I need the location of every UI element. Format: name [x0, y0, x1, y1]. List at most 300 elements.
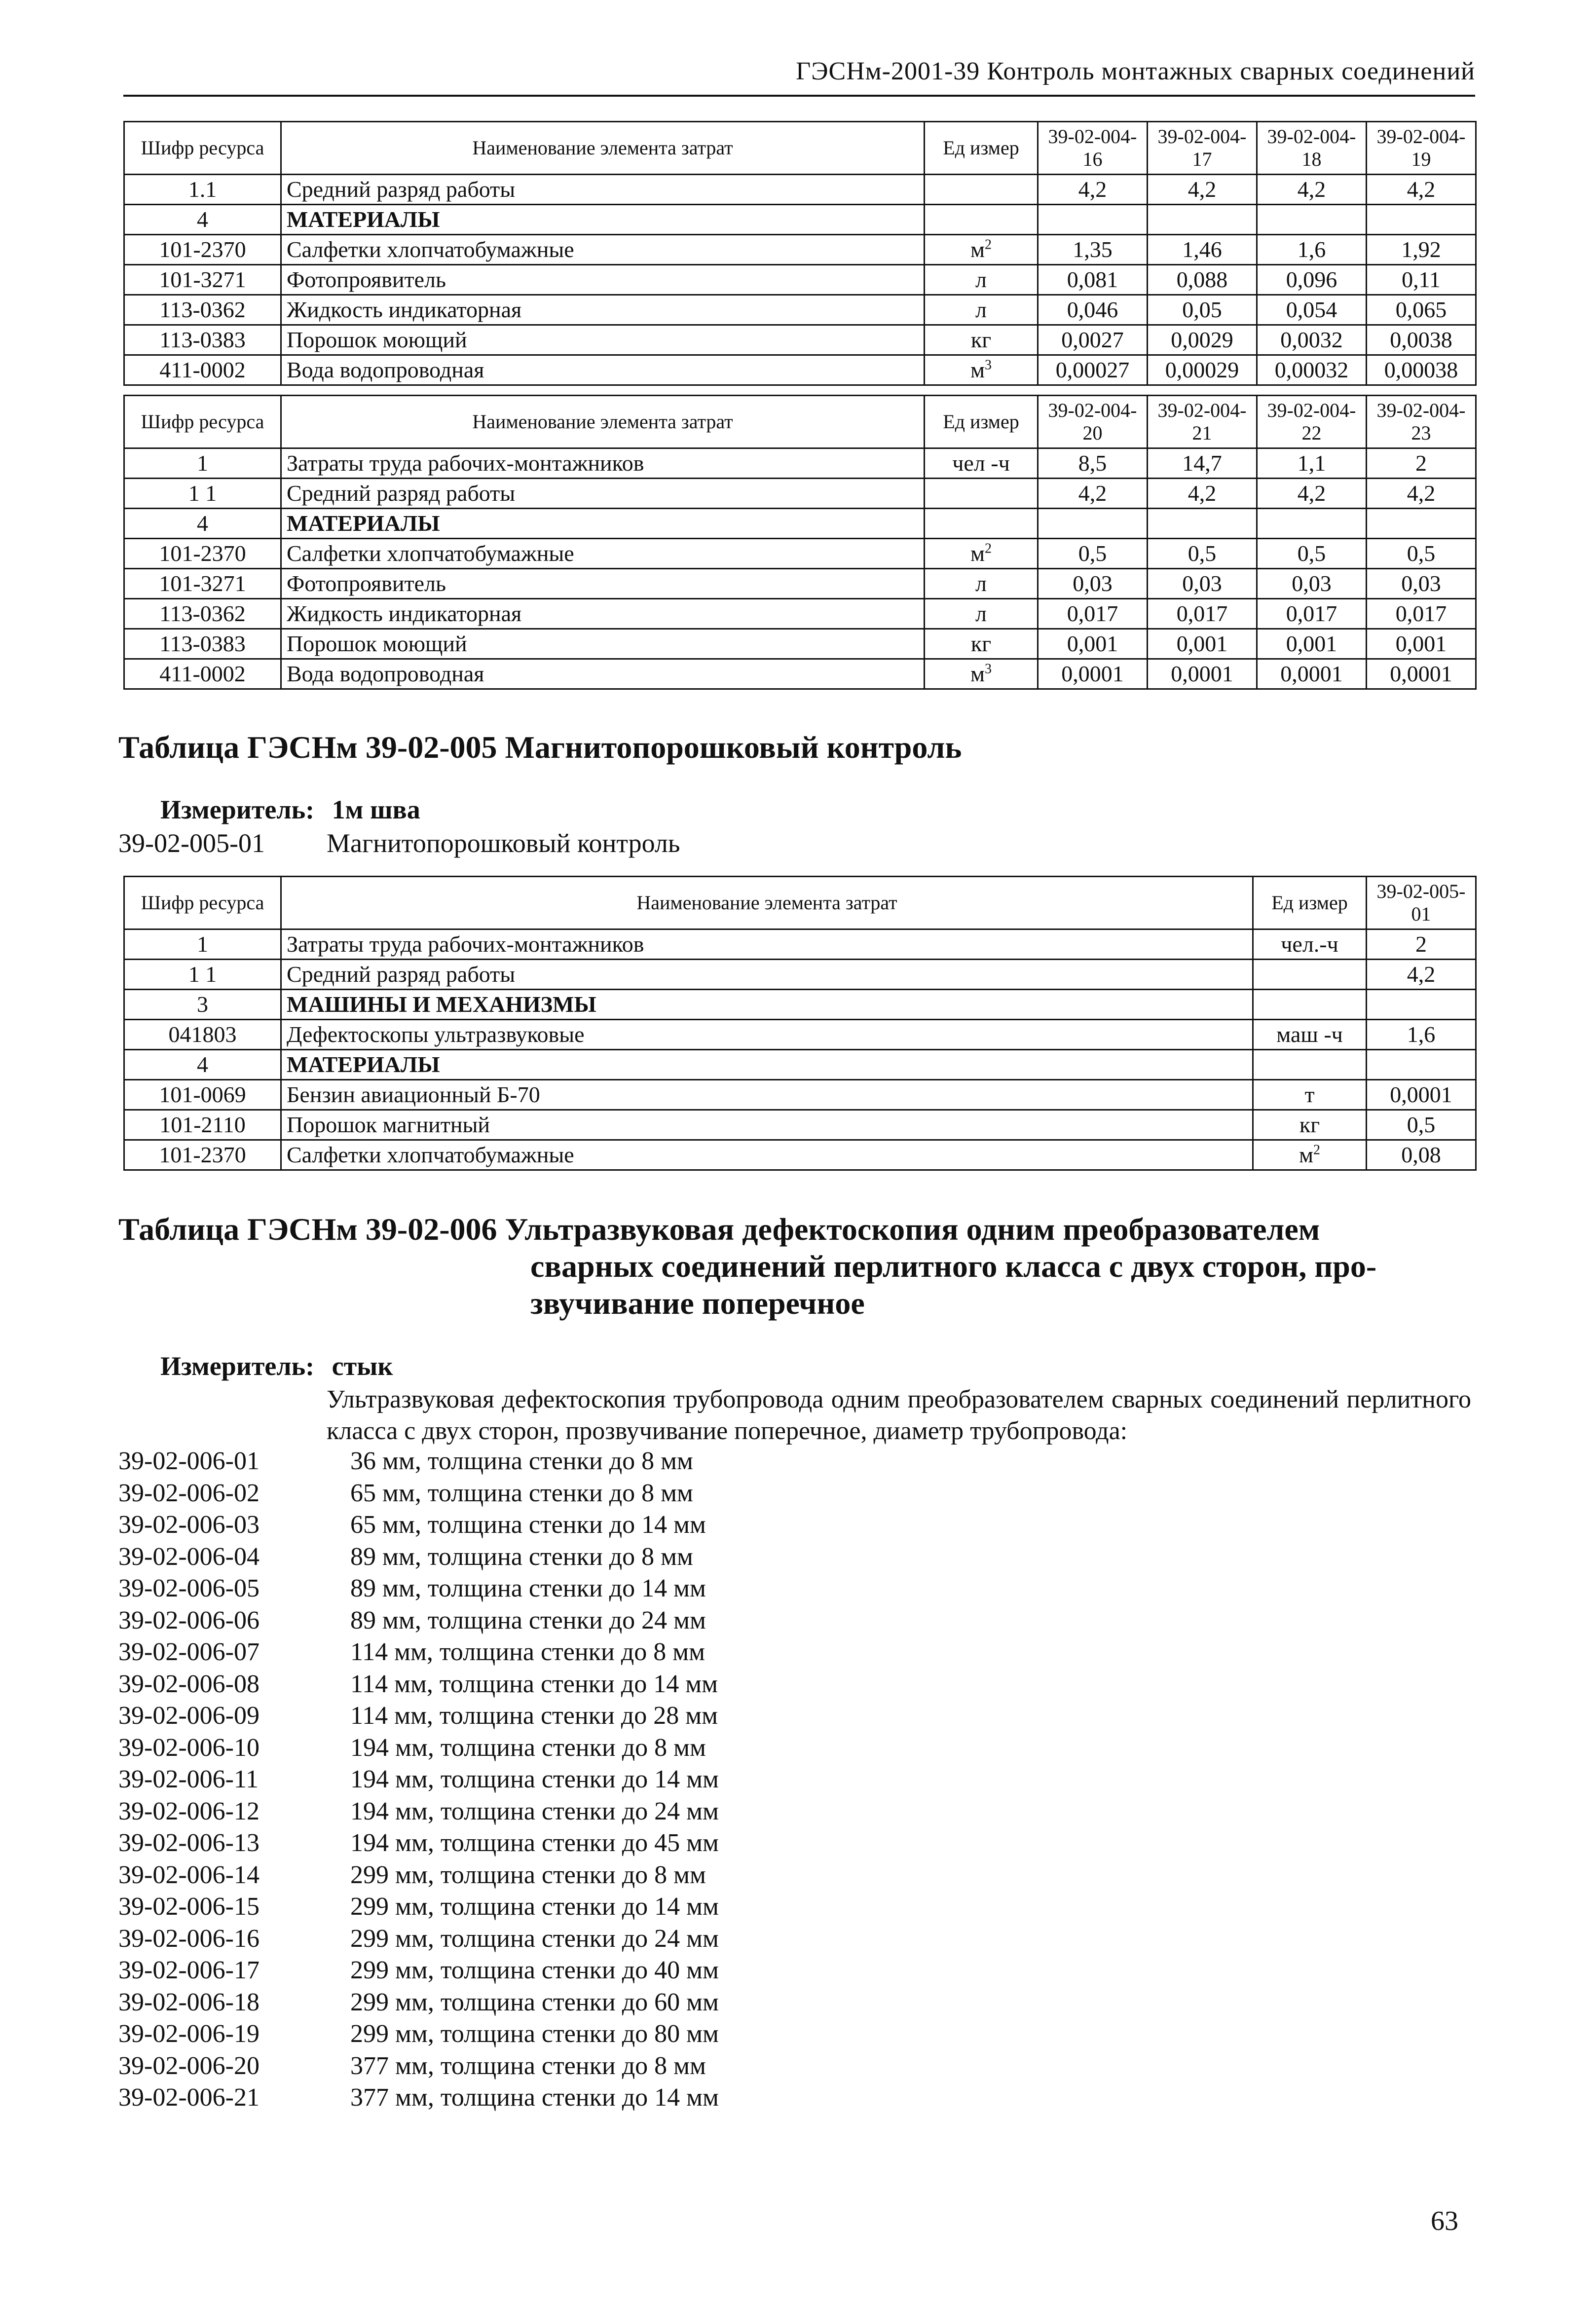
cell-name	[281, 1020, 1253, 1050]
cell-value-text: 4,2	[1407, 177, 1436, 202]
cell-unit-text: л	[975, 297, 987, 322]
cell-value	[1367, 569, 1476, 599]
cell-unit-text: л	[975, 601, 987, 626]
header-rule	[123, 95, 1475, 97]
cell-value-text: 4,2	[1407, 481, 1436, 506]
section-row	[124, 205, 1476, 235]
col-header-norm: 39-02-004-18	[1257, 122, 1367, 175]
cell-value	[1257, 205, 1367, 235]
list-item	[118, 1573, 719, 1605]
cell-value-text: 0,0038	[1390, 327, 1452, 352]
cell-value	[1257, 599, 1367, 629]
cell-name-text: Вода водопроводная	[287, 661, 484, 686]
cell-code-text: 101-3271	[159, 571, 246, 596]
item-text: 89 мм, толщина стенки до 8 мм	[350, 1542, 693, 1571]
cell-value	[1038, 325, 1148, 355]
cell-value	[1148, 295, 1257, 325]
col-header-unit: Ед измер	[925, 122, 1038, 175]
cell-value	[1367, 265, 1476, 295]
table-row	[124, 629, 1476, 659]
table-row	[124, 355, 1476, 385]
item-text: 114 мм, толщина стенки до 8 мм	[350, 1638, 705, 1666]
cell-unit-text: м	[1299, 1142, 1314, 1167]
list-item	[118, 2018, 719, 2050]
item-text: 36 мм, толщина стенки до 8 мм	[350, 1447, 693, 1475]
table-title-006-line1: Таблица ГЭСНм 39-02-006 Ультразвуковая дефектоскопия одним преобразователем	[118, 1212, 1320, 1247]
cell-name-text: МАШИНЫ И МЕХАНИЗМЫ	[287, 992, 596, 1017]
item-description-006: Ультразвуковая дефектоскопия трубопровода одним преобразователем сварных соединений перлитного класса с двух сторон, прозвучивание поперечное, диаметр трубопровода:	[327, 1385, 1471, 1445]
item-code: 39-02-006-04	[118, 1542, 260, 1571]
cell-unit-text: кг	[970, 631, 992, 656]
cell-value	[1257, 175, 1367, 205]
cell-value-text: 0,5	[1297, 541, 1326, 566]
cell-value	[1038, 448, 1148, 479]
cell-name-text: МАТЕРИАЛЫ	[287, 207, 440, 232]
cell-value	[1367, 659, 1476, 689]
cell-code	[124, 1020, 281, 1050]
cell-code	[124, 1140, 281, 1170]
cell-value-text: 0,0027	[1061, 327, 1124, 352]
cell-name	[281, 325, 925, 355]
cell-value	[1367, 295, 1476, 325]
cell-value-text: 0,065	[1395, 297, 1447, 322]
item-code: 39-02-006-19	[118, 2020, 260, 2048]
cell-value	[1257, 325, 1367, 355]
list-item	[118, 1478, 719, 1510]
meter-value: 1м шва	[332, 795, 420, 824]
cell-value-text: 0,001	[1067, 631, 1118, 656]
cell-name-text: Фотопроявитель	[287, 571, 446, 596]
cell-value-text: 4,2	[1407, 962, 1436, 987]
cell-code-text: 101-2370	[159, 237, 246, 262]
cell-code-text: 4	[197, 207, 208, 232]
cell-value	[1148, 629, 1257, 659]
item-name-005: Магнитопорошковый контроль	[327, 828, 680, 858]
cell-value	[1257, 265, 1367, 295]
cell-code-text: 3	[197, 992, 208, 1017]
list-item	[118, 1446, 719, 1478]
col-header-name: Наименование элемента затрат	[281, 122, 925, 175]
cell-name	[281, 265, 925, 295]
cell-value-text: 0,0001	[1390, 661, 1452, 686]
item-code: 39-02-006-08	[118, 1670, 260, 1698]
cell-value	[1257, 295, 1367, 325]
cell-unit	[925, 295, 1038, 325]
cell-value	[1148, 175, 1257, 205]
cell-code-text: 1.1	[188, 177, 217, 202]
table-row	[124, 235, 1476, 265]
cell-value-text: 0,00029	[1165, 357, 1239, 382]
cell-value-text: 1,46	[1182, 237, 1222, 262]
cell-value-text: 0,5	[1188, 541, 1217, 566]
cell-value-text: 0,0029	[1171, 327, 1233, 352]
item-text: 114 мм, толщина стенки до 28 мм	[350, 1702, 718, 1730]
cell-value-text: 4,2	[1297, 481, 1326, 506]
cell-value	[1257, 539, 1367, 569]
cell-code	[124, 205, 281, 235]
item-text: 65 мм, толщина стенки до 8 мм	[350, 1479, 693, 1507]
cell-value-text: 0,017	[1286, 601, 1337, 626]
item-code: 39-02-006-17	[118, 1956, 260, 1984]
cell-unit-text: т	[1304, 1082, 1315, 1107]
cell-value	[1367, 479, 1476, 509]
cell-value	[1038, 539, 1148, 569]
col-header-unit: Ед измер	[1253, 877, 1367, 929]
col-header-code: Шифр ресурса	[124, 877, 281, 929]
cell-name-text: Салфетки хлопчатобумажные	[287, 237, 574, 262]
item-code: 39-02-006-05	[118, 1574, 260, 1602]
cell-code-text: 4	[197, 1052, 208, 1077]
col-header-unit: Ед измер	[925, 396, 1038, 448]
cell-code-text: 101-2110	[159, 1112, 246, 1137]
cell-code-text: 1	[197, 931, 208, 957]
table-row	[124, 599, 1476, 629]
cell-value	[1367, 539, 1476, 569]
cell-name	[281, 509, 925, 539]
cell-unit	[925, 325, 1038, 355]
item-text: 194 мм, толщина стенки до 14 мм	[350, 1765, 719, 1793]
running-header: ГЭСНм-2001-39 Контроль монтажных сварных соединений	[796, 57, 1475, 85]
cell-code-text: 101-2370	[159, 541, 246, 566]
table-row	[124, 539, 1476, 569]
item-text: 299 мм, толщина стенки до 14 мм	[350, 1893, 719, 1921]
list-item	[118, 1891, 719, 1923]
table-title-005: Таблица ГЭСНм 39-02-005 Магнитопорошковый контроль	[118, 730, 962, 765]
cell-code	[124, 265, 281, 295]
cell-value	[1148, 235, 1257, 265]
item-text: 299 мм, толщина стенки до 8 мм	[350, 1860, 706, 1889]
cell-name-text: Средний разряд работы	[287, 962, 516, 987]
table-row	[124, 448, 1476, 479]
item-code: 39-02-006-07	[118, 1638, 260, 1666]
cell-name-text: Средний разряд работы	[287, 177, 516, 202]
item-code: 39-02-006-16	[118, 1924, 260, 1953]
resource-table-004-16-19	[123, 121, 1477, 386]
cell-code-text: 113-0362	[159, 601, 246, 626]
cell-name-text: Дефектоскопы ультразвуковые	[287, 1022, 585, 1047]
cell-value-text: 0,00032	[1274, 357, 1349, 382]
cell-value-text: 0,046	[1067, 297, 1118, 322]
cell-value	[1148, 325, 1257, 355]
cell-unit	[1253, 929, 1367, 960]
cell-unit	[925, 599, 1038, 629]
cell-code	[124, 448, 281, 479]
cell-value-text: 0,05	[1182, 297, 1222, 322]
cell-value-text: 1,6	[1297, 237, 1326, 262]
item-text: 299 мм, толщина стенки до 80 мм	[350, 2020, 719, 2048]
cell-code	[124, 175, 281, 205]
cell-name	[281, 659, 925, 689]
table-row	[124, 929, 1476, 960]
cell-name	[281, 235, 925, 265]
cell-unit	[925, 509, 1038, 539]
table-header-row	[124, 122, 1476, 175]
cell-name-text: Салфетки хлопчатобумажные	[287, 541, 574, 566]
cell-code	[124, 960, 281, 990]
cell-value	[1148, 539, 1257, 569]
cell-name	[281, 295, 925, 325]
item-code: 39-02-006-21	[118, 2083, 260, 2112]
list-item	[118, 1700, 719, 1732]
item-code: 39-02-006-12	[118, 1797, 260, 1825]
meter-label: Измеритель:	[160, 795, 315, 824]
cell-unit	[1253, 1020, 1367, 1050]
list-item	[118, 1955, 719, 1987]
cell-value	[1257, 509, 1367, 539]
cell-name-text: Жидкость индикаторная	[287, 297, 522, 322]
cell-unit-text: м	[970, 237, 985, 262]
item-text: 89 мм, толщина стенки до 24 мм	[350, 1606, 706, 1634]
cell-code	[124, 1080, 281, 1110]
cell-code-text: 101-2370	[159, 1142, 246, 1167]
list-item	[118, 1987, 719, 2019]
cell-code	[124, 479, 281, 509]
cell-code	[124, 569, 281, 599]
cell-unit	[1253, 960, 1367, 990]
cell-code-text: 041803	[168, 1022, 237, 1047]
cell-code-text: 1 1	[188, 962, 217, 987]
cell-value	[1367, 509, 1476, 539]
cell-code	[124, 235, 281, 265]
cell-unit	[925, 569, 1038, 599]
cell-value	[1148, 355, 1257, 385]
table-row	[124, 325, 1476, 355]
cell-code-text: 113-0383	[159, 631, 246, 656]
list-item	[118, 1764, 719, 1796]
cell-code-text: 113-0383	[159, 327, 246, 352]
list-item	[118, 1509, 719, 1541]
cell-value-text: 0,017	[1067, 601, 1118, 626]
cell-value	[1148, 659, 1257, 689]
cell-value	[1038, 629, 1148, 659]
cell-unit-text: чел.-ч	[1281, 931, 1338, 957]
meter-line-005	[160, 794, 420, 825]
cell-value-text: 0,0001	[1171, 661, 1233, 686]
cell-code	[124, 599, 281, 629]
cell-value	[1367, 1050, 1476, 1080]
cell-value-text: 4,2	[1078, 481, 1107, 506]
cell-unit	[1253, 1080, 1367, 1110]
cell-value-text: 0,088	[1176, 267, 1228, 292]
cell-value	[1038, 175, 1148, 205]
item-code: 39-02-006-02	[118, 1479, 260, 1507]
list-item	[118, 1669, 719, 1701]
cell-code-text: 411-0002	[159, 357, 246, 382]
list-item	[118, 1636, 719, 1669]
cell-unit-text: м	[970, 661, 985, 686]
cell-value	[1148, 448, 1257, 479]
cell-unit-text: чел -ч	[952, 450, 1010, 476]
table-row	[124, 265, 1476, 295]
cell-value	[1367, 599, 1476, 629]
item-code: 39-02-006-11	[118, 1765, 259, 1793]
cell-code	[124, 629, 281, 659]
cell-value-text: 0,0032	[1280, 327, 1343, 352]
table-title-006-line3: звучивание поперечное	[530, 1286, 865, 1321]
unit-superscript: 3	[985, 661, 992, 677]
cell-value-text: 0,00038	[1384, 357, 1458, 382]
table-row	[124, 1110, 1476, 1140]
cell-name	[281, 569, 925, 599]
item-code: 39-02-006-14	[118, 1860, 260, 1889]
cell-value	[1257, 448, 1367, 479]
list-item	[118, 1605, 719, 1637]
cell-unit-text: л	[975, 571, 987, 596]
cell-unit	[1253, 1140, 1367, 1170]
cell-code-text: 101-0069	[159, 1082, 246, 1107]
cell-value	[1148, 599, 1257, 629]
cell-value	[1148, 265, 1257, 295]
item-text: 299 мм, толщина стенки до 40 мм	[350, 1956, 719, 1984]
item-text: 299 мм, толщина стенки до 24 мм	[350, 1924, 719, 1953]
cell-value-text: 0,5	[1078, 541, 1107, 566]
cell-value-text: 0,03	[1292, 571, 1332, 596]
item-code: 39-02-006-13	[118, 1829, 260, 1857]
item-text: 194 мм, толщина стенки до 24 мм	[350, 1797, 719, 1825]
section-row	[124, 1050, 1476, 1080]
cell-name-text: Затраты труда рабочих-монтажников	[287, 450, 644, 476]
cell-name-text: Салфетки хлопчатобумажные	[287, 1142, 574, 1167]
cell-name	[281, 599, 925, 629]
cell-name	[281, 1110, 1253, 1140]
cell-value-text: 8,5	[1078, 450, 1107, 476]
cell-value	[1148, 569, 1257, 599]
cell-unit	[925, 175, 1038, 205]
cell-code-text: 1	[197, 450, 208, 476]
table-row	[124, 175, 1476, 205]
cell-name-text: Жидкость индикаторная	[287, 601, 522, 626]
item-code: 39-02-006-10	[118, 1733, 260, 1762]
cell-value	[1257, 629, 1367, 659]
cell-unit	[925, 448, 1038, 479]
cell-unit	[925, 539, 1038, 569]
cell-value	[1257, 659, 1367, 689]
cell-value-text: 0,017	[1395, 601, 1447, 626]
unit-superscript: 2	[985, 541, 992, 557]
cell-value	[1367, 175, 1476, 205]
cell-value	[1038, 295, 1148, 325]
cell-code	[124, 295, 281, 325]
cell-value	[1367, 235, 1476, 265]
cell-unit	[925, 659, 1038, 689]
cell-name-text: Вода водопроводная	[287, 357, 484, 382]
item-code: 39-02-006-03	[118, 1511, 260, 1539]
meter-value: стык	[332, 1351, 393, 1381]
cell-name	[281, 960, 1253, 990]
cell-value	[1367, 990, 1476, 1020]
cell-value	[1038, 479, 1148, 509]
cell-unit-text: м	[970, 357, 985, 382]
cell-name	[281, 1050, 1253, 1080]
col-header-norm: 39-02-004-22	[1257, 396, 1367, 448]
cell-value	[1367, 1140, 1476, 1170]
cell-value	[1367, 205, 1476, 235]
cell-value-text: 0,017	[1176, 601, 1228, 626]
cell-unit	[1253, 990, 1367, 1020]
cell-name	[281, 929, 1253, 960]
cell-value	[1038, 205, 1148, 235]
cell-value-text: 0,00027	[1055, 357, 1130, 382]
cell-code-text: 1 1	[188, 481, 217, 506]
cell-unit-text: маш -ч	[1276, 1022, 1343, 1047]
col-header-norm: 39-02-004-20	[1038, 396, 1148, 448]
cell-name-text: МАТЕРИАЛЫ	[287, 1052, 440, 1077]
item-code: 39-02-006-01	[118, 1447, 260, 1475]
cell-name	[281, 205, 925, 235]
list-item	[118, 1827, 719, 1859]
col-header-name: Наименование элемента затрат	[281, 396, 925, 448]
table-header-row	[124, 877, 1476, 929]
cell-value	[1367, 629, 1476, 659]
item-list-006	[118, 1446, 719, 2114]
cell-code	[124, 539, 281, 569]
cell-unit	[1253, 1110, 1367, 1140]
cell-value-text: 0,001	[1176, 631, 1228, 656]
section-row	[124, 990, 1476, 1020]
item-text: 377 мм, толщина стенки до 14 мм	[350, 2083, 719, 2112]
cell-value-text: 14,7	[1182, 450, 1222, 476]
cell-code	[124, 1110, 281, 1140]
col-header-norm: 39-02-004-17	[1148, 122, 1257, 175]
cell-value-text: 0,096	[1286, 267, 1337, 292]
list-item	[118, 1796, 719, 1828]
list-item	[118, 1859, 719, 1892]
cell-code	[124, 509, 281, 539]
cell-name-text: Порошок моющий	[287, 631, 467, 656]
item-code: 39-02-006-09	[118, 1702, 260, 1730]
cell-value-text: 0,08	[1401, 1142, 1441, 1167]
cell-code	[124, 659, 281, 689]
cell-unit	[925, 205, 1038, 235]
cell-name-text: Затраты труда рабочих-монтажников	[287, 931, 644, 957]
table-row	[124, 1080, 1476, 1110]
cell-name	[281, 539, 925, 569]
item-text: 89 мм, толщина стенки до 14 мм	[350, 1574, 706, 1602]
cell-name-text: Бензин авиационный Б-70	[287, 1082, 540, 1107]
table-title-006-line2: сварных соединений перлитного класса с двух сторон, про-	[530, 1249, 1377, 1284]
cell-value-text: 0,03	[1182, 571, 1222, 596]
col-header-norm: 39-02-004-16	[1038, 122, 1148, 175]
table-header-row	[124, 396, 1476, 448]
cell-value	[1038, 509, 1148, 539]
cell-unit	[925, 265, 1038, 295]
cell-value	[1038, 235, 1148, 265]
cell-value	[1367, 960, 1476, 990]
cell-value-text: 0,11	[1402, 267, 1441, 292]
cell-value-text: 1,1	[1297, 450, 1326, 476]
col-header-norm: 39-02-004-19	[1367, 122, 1476, 175]
cell-value	[1367, 355, 1476, 385]
item-code: 39-02-006-06	[118, 1606, 260, 1634]
cell-value-text: 2	[1415, 450, 1427, 476]
table-row	[124, 479, 1476, 509]
cell-code	[124, 1050, 281, 1080]
cell-value	[1367, 1020, 1476, 1050]
cell-name	[281, 1140, 1253, 1170]
cell-code	[124, 355, 281, 385]
meter-line-006	[160, 1351, 393, 1381]
col-header-name: Наименование элемента затрат	[281, 877, 1253, 929]
cell-value-text: 0,0001	[1061, 661, 1124, 686]
cell-code-text: 113-0362	[159, 297, 246, 322]
cell-name	[281, 1080, 1253, 1110]
col-header-code: Шифр ресурса	[124, 122, 281, 175]
list-item	[118, 2082, 719, 2114]
cell-unit	[925, 479, 1038, 509]
cell-value-text: 0,5	[1407, 1112, 1436, 1137]
table-row	[124, 569, 1476, 599]
cell-code	[124, 325, 281, 355]
